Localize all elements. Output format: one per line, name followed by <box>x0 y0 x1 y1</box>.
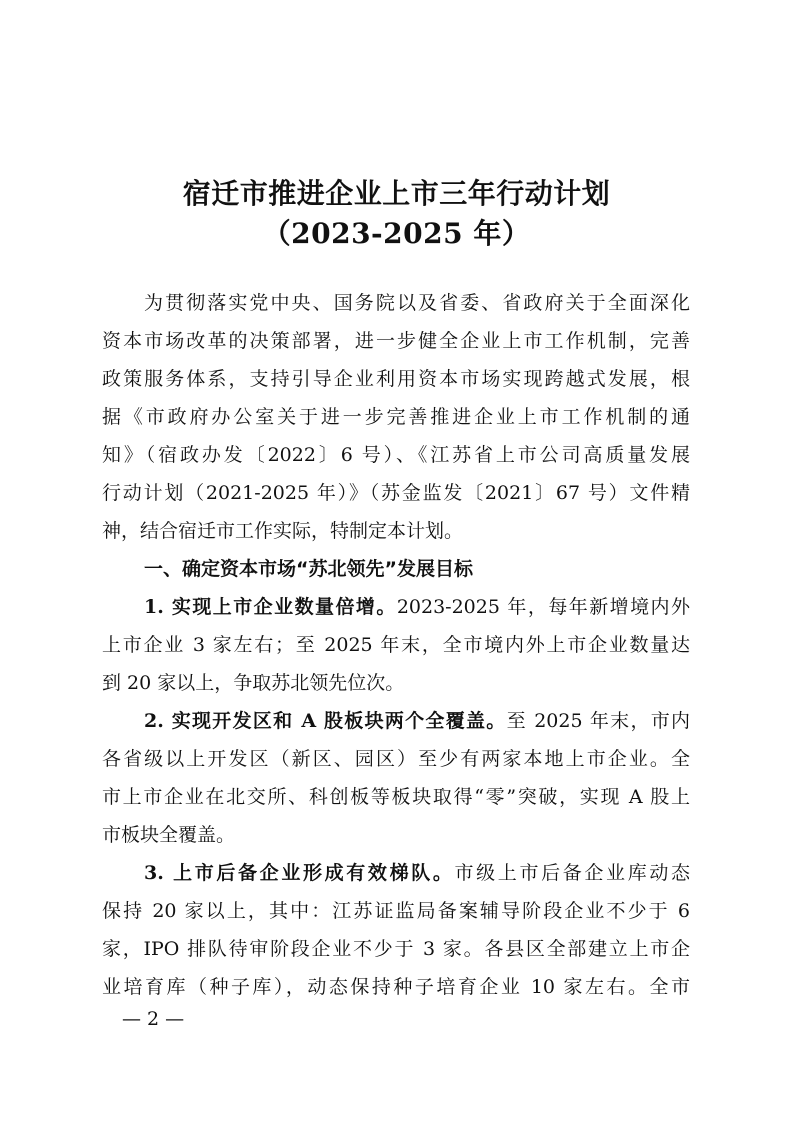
section-heading: 一、确定资本市场“苏北领先”发展目标 <box>144 558 473 580</box>
item2-first-line <box>144 702 690 740</box>
item3-line: 家，IPO 排队待审阶段企业不少于 3 家。各县区全部建立上市企 <box>102 938 690 960</box>
item2-rest: 至 2025 年末，市内 <box>506 710 691 732</box>
intro-line: 为贯彻落实党中央、国务院以及省委、省政府关于全面深化 <box>144 292 690 314</box>
intro-line: 神，结合宿迁市工作实际，特制定本计划。 <box>102 520 464 542</box>
item3-first-line <box>144 854 690 892</box>
item1-line: 到 20 家以上，争取苏北领先位次。 <box>102 672 405 694</box>
item1-line: 上市企业 3 家左右；至 2025 年末，全市境内外上市企业数量达 <box>102 634 690 656</box>
item3-line: 保持 20 家以上，其中：江苏证监局备案辅导阶段企业不少于 6 <box>102 900 690 922</box>
item3-rest: 市级上市后备企业库动态 <box>454 862 690 884</box>
intro-line: 据《市政府办公室关于进一步完善推进企业上市工作机制的通 <box>102 406 690 428</box>
intro-line: 行动计划（2021-2025 年）》（苏金监发〔2021〕67 号）文件精 <box>102 482 690 504</box>
item3-lead: 3. 上市后备企业形成有效梯队。 <box>144 862 455 884</box>
document-title: 宿迁市推进企业上市三年行动计划 <box>182 177 611 210</box>
item2-line: 各省级以上开发区（新区、园区）至少有两家本地上市企业。全 <box>102 748 690 770</box>
page-number: — 2 — <box>122 1008 185 1030</box>
item1-first-line <box>144 588 690 626</box>
intro-line: 资本市场改革的决策部署，进一步健全企业上市工作机制，完善 <box>102 330 690 352</box>
item2-line: 市板块全覆盖。 <box>102 824 236 846</box>
intro-line: 知》（宿政办发〔2022〕6 号）、《江苏省上市公司高质量发展 <box>102 444 690 466</box>
item1-rest: 2023-2025 年，每年新增境内外 <box>396 596 690 618</box>
item3-line: 业培育库（种子库），动态保持种子培育企业 10 家左右。全市 <box>102 976 690 998</box>
intro-line: 政策服务体系，支持引导企业利用资本市场实现跨越式发展，根 <box>102 368 690 390</box>
item2-line: 市上市企业在北交所、科创板等板块取得“零”突破，实现 A 股上 <box>102 786 690 808</box>
item2-lead: 2. 实现开发区和 A 股板块两个全覆盖。 <box>144 710 507 732</box>
item1-lead: 1. 实现上市企业数量倍增。 <box>144 596 397 618</box>
document-subtitle-years: （2023-2025 年） <box>262 217 531 250</box>
